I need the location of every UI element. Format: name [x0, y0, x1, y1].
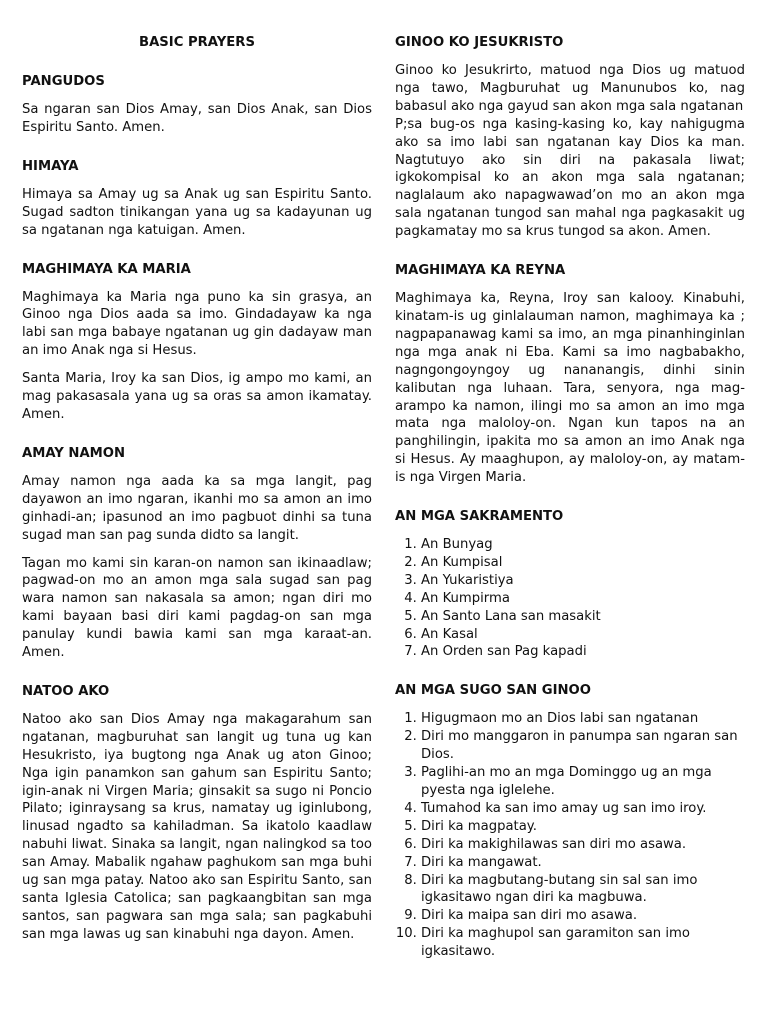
text-ginoo-ko-2: P;sa bug-os nga kasing-kasing ko, kay nahigugma ako sa imo labi san ngatanan kay Dios ka man. Nagtutuyo ako sin diri na pakasala liwat; igkokompisal ko an akon mga sala ngatanan; naglalaum ako napagwawad’on mo an akon mga sala ngatanan tungod san mahal nga pagkasakit ug pagkamatay mo sa krus tungod sa akon. Amen.: [395, 116, 745, 240]
sakramento-item: 2. An Kumpisal: [421, 554, 745, 572]
sugo-item: 3. Paglihi-an mo an mga Dominggo ug an mga pyesta nga iglelehe.: [421, 764, 745, 800]
sakramento-list: [395, 536, 745, 661]
sakramento-item: 6. An Kasal: [421, 626, 745, 644]
sakramento-item: 7. An Orden san Pag kapadi: [421, 643, 745, 661]
heading-amay-namon: AMAY NAMON: [22, 445, 126, 461]
heading-sugo: AN MGA SUGO SAN GINOO: [395, 683, 591, 699]
text-pangudos: Sa ngaran san Dios Amay, san Dios Anak, san Dios Espiritu Santo. Amen.: [22, 102, 372, 135]
text-maghimaya-reyna: Maghimaya ka, Reyna, Iroy san kalooy. Kinabuhi, kinatam-is ug ginlalauman namon, maghimaya ka ; nagpapanawag kami sa imo, an mga pinanhinginlan nga mga anak ni Eba. Kami sa imo nagbabakho, nagngongoyngoy ug nananangis, dinhi sinin kalibutan nga luhaan. Tara, senyora, nga mag-arampo ka namon, ilingi mo sa amon an imo mga mata nga maloloy-on. Ngan kun tapos na an panghilingin, ipakita mo sa amon an imo Anak nga si Hesus. Ay maaghupon, ay maloloy-on, ay matam-is nga Virgen Maria.: [395, 291, 745, 486]
sugo-item: 1. Higugmaon mo an Dios labi san ngatanan: [421, 710, 745, 728]
sugo-item: 6. Diri ka makighilawas san diri mo asawa.: [421, 836, 745, 854]
text-maghimaya-maria-2: Santa Maria, Iroy ka san Dios, ig ampo mo kami, an mag pakasasala yana ug sa oras sa amon ikamatay. Amen.: [22, 371, 372, 422]
sugo-item: 9. Diri ka maipa san diri mo asawa.: [421, 907, 745, 925]
left-column: [22, 0, 372, 944]
sugo-list: [395, 710, 745, 961]
sugo-item: 8. Diri ka magbutang-butang sin sal san imo igkasitawo ngan diri ka magbuwa.: [421, 872, 745, 908]
right-column: [395, 0, 745, 961]
text-maghimaya-maria-1: Maghimaya ka Maria nga puno ka sin grasya, an Ginoo nga Dios aada sa imo. Gindadayaw ka nga labi san mga babaye ngatanan ug gin dadayaw man an imo Anak nga si Hesus.: [22, 289, 372, 359]
sakramento-item: 5. An Santo Lana san masakit: [421, 608, 745, 626]
text-natoo-ako: Natoo ako san Dios Amay nga makagarahum san ngatanan, magburuhat san langit ug tuna ug kan Hesukristo, iya bugtong nga Anak ug aton Ginoo; Nga igin panamkon san gahum san Espiritu Santo; igin-anak ni Virgen Maria; ginsakit sa sugo ni Poncio Pilato; iginraysang sa krus, namatay ug iginlubong, linusad ngadto sa kahiladman. Sa ikatolo kaadlaw nabuhi liwat. Sinaka sa langit, ngan nalingkod sa too san Amay. Mabalik ngahaw paghukom san mga buhi ug san mga patay. Natoo ako san Espiritu Santo, san santa Iglesia Catolica; san pagkaangbitan san mga santos, san pagwara san mga sala; san pagkabuhi san mga lawas ug san kinabuhi nga dayon. Amen.: [22, 711, 372, 942]
sugo-item: 7. Diri ka mangawat.: [421, 854, 745, 872]
document-title: BASIC PRAYERS: [139, 35, 255, 50]
text-amay-namon-2: Tagan mo kami sin karan-on namon san ikinaadlaw; pagwad-on mo an amon mga sala sugad san pag wara namon san nakasala sa amon; ngan diri mo kami bayaan basi diri kami pagdag-on san mga panulay kundi bawia kami san mga karaat-an. Amen.: [22, 555, 372, 661]
heading-himaya: HIMAYA: [22, 158, 79, 174]
heading-maghimaya-maria: MAGHIMAYA KA MARIA: [22, 261, 191, 277]
sakramento-item: 4. An Kumpirma: [421, 590, 745, 608]
text-himaya: Himaya sa Amay ug sa Anak ug san Espiritu Santo. Sugad sadton tinikangan yana ug sa kadayunan ug sa ngatanan nga katuigan. Amen.: [22, 186, 372, 238]
sugo-item: 2. Diri mo manggaron in panumpa san ngaran san Dios.: [421, 728, 745, 764]
text-amay-namon-1: Amay namon nga aada ka sa mga langit, pag dayawon an imo ngaran, ikanhi mo sa amon an imo ginhadi-an; ipasunod an imo pagbuot dinhi sa tuna sugad man san pag sunda didto sa langit.: [22, 473, 372, 543]
sakramento-item: 3. An Yukaristiya: [421, 572, 745, 590]
heading-maghimaya-reyna: MAGHIMAYA KA REYNA: [395, 263, 566, 279]
sakramento-item: 1. An Bunyag: [421, 536, 745, 554]
heading-natoo-ako: NATOO AKO: [22, 683, 110, 699]
text-ginoo-ko-1: Ginoo ko Jesukrirto, matuod nga Dios ug matuod nga tawo, Magburuhat ug Manunubos ko, nag babasul ako nga gayud san akon mga sala ngatanan: [395, 63, 745, 114]
sugo-item: 5. Diri ka magpatay.: [421, 818, 745, 836]
heading-pangudos: PANGUDOS: [22, 74, 105, 89]
sugo-item: 10. Diri ka maghupol san garamiton san imo igkasitawo.: [421, 925, 745, 961]
sugo-item: 4. Tumahod ka san imo amay ug san imo iroy.: [421, 800, 745, 818]
heading-sakramento: AN MGA SAKRAMENTO: [395, 509, 564, 525]
heading-ginoo-ko: GINOO KO JESUKRISTO: [395, 35, 564, 50]
